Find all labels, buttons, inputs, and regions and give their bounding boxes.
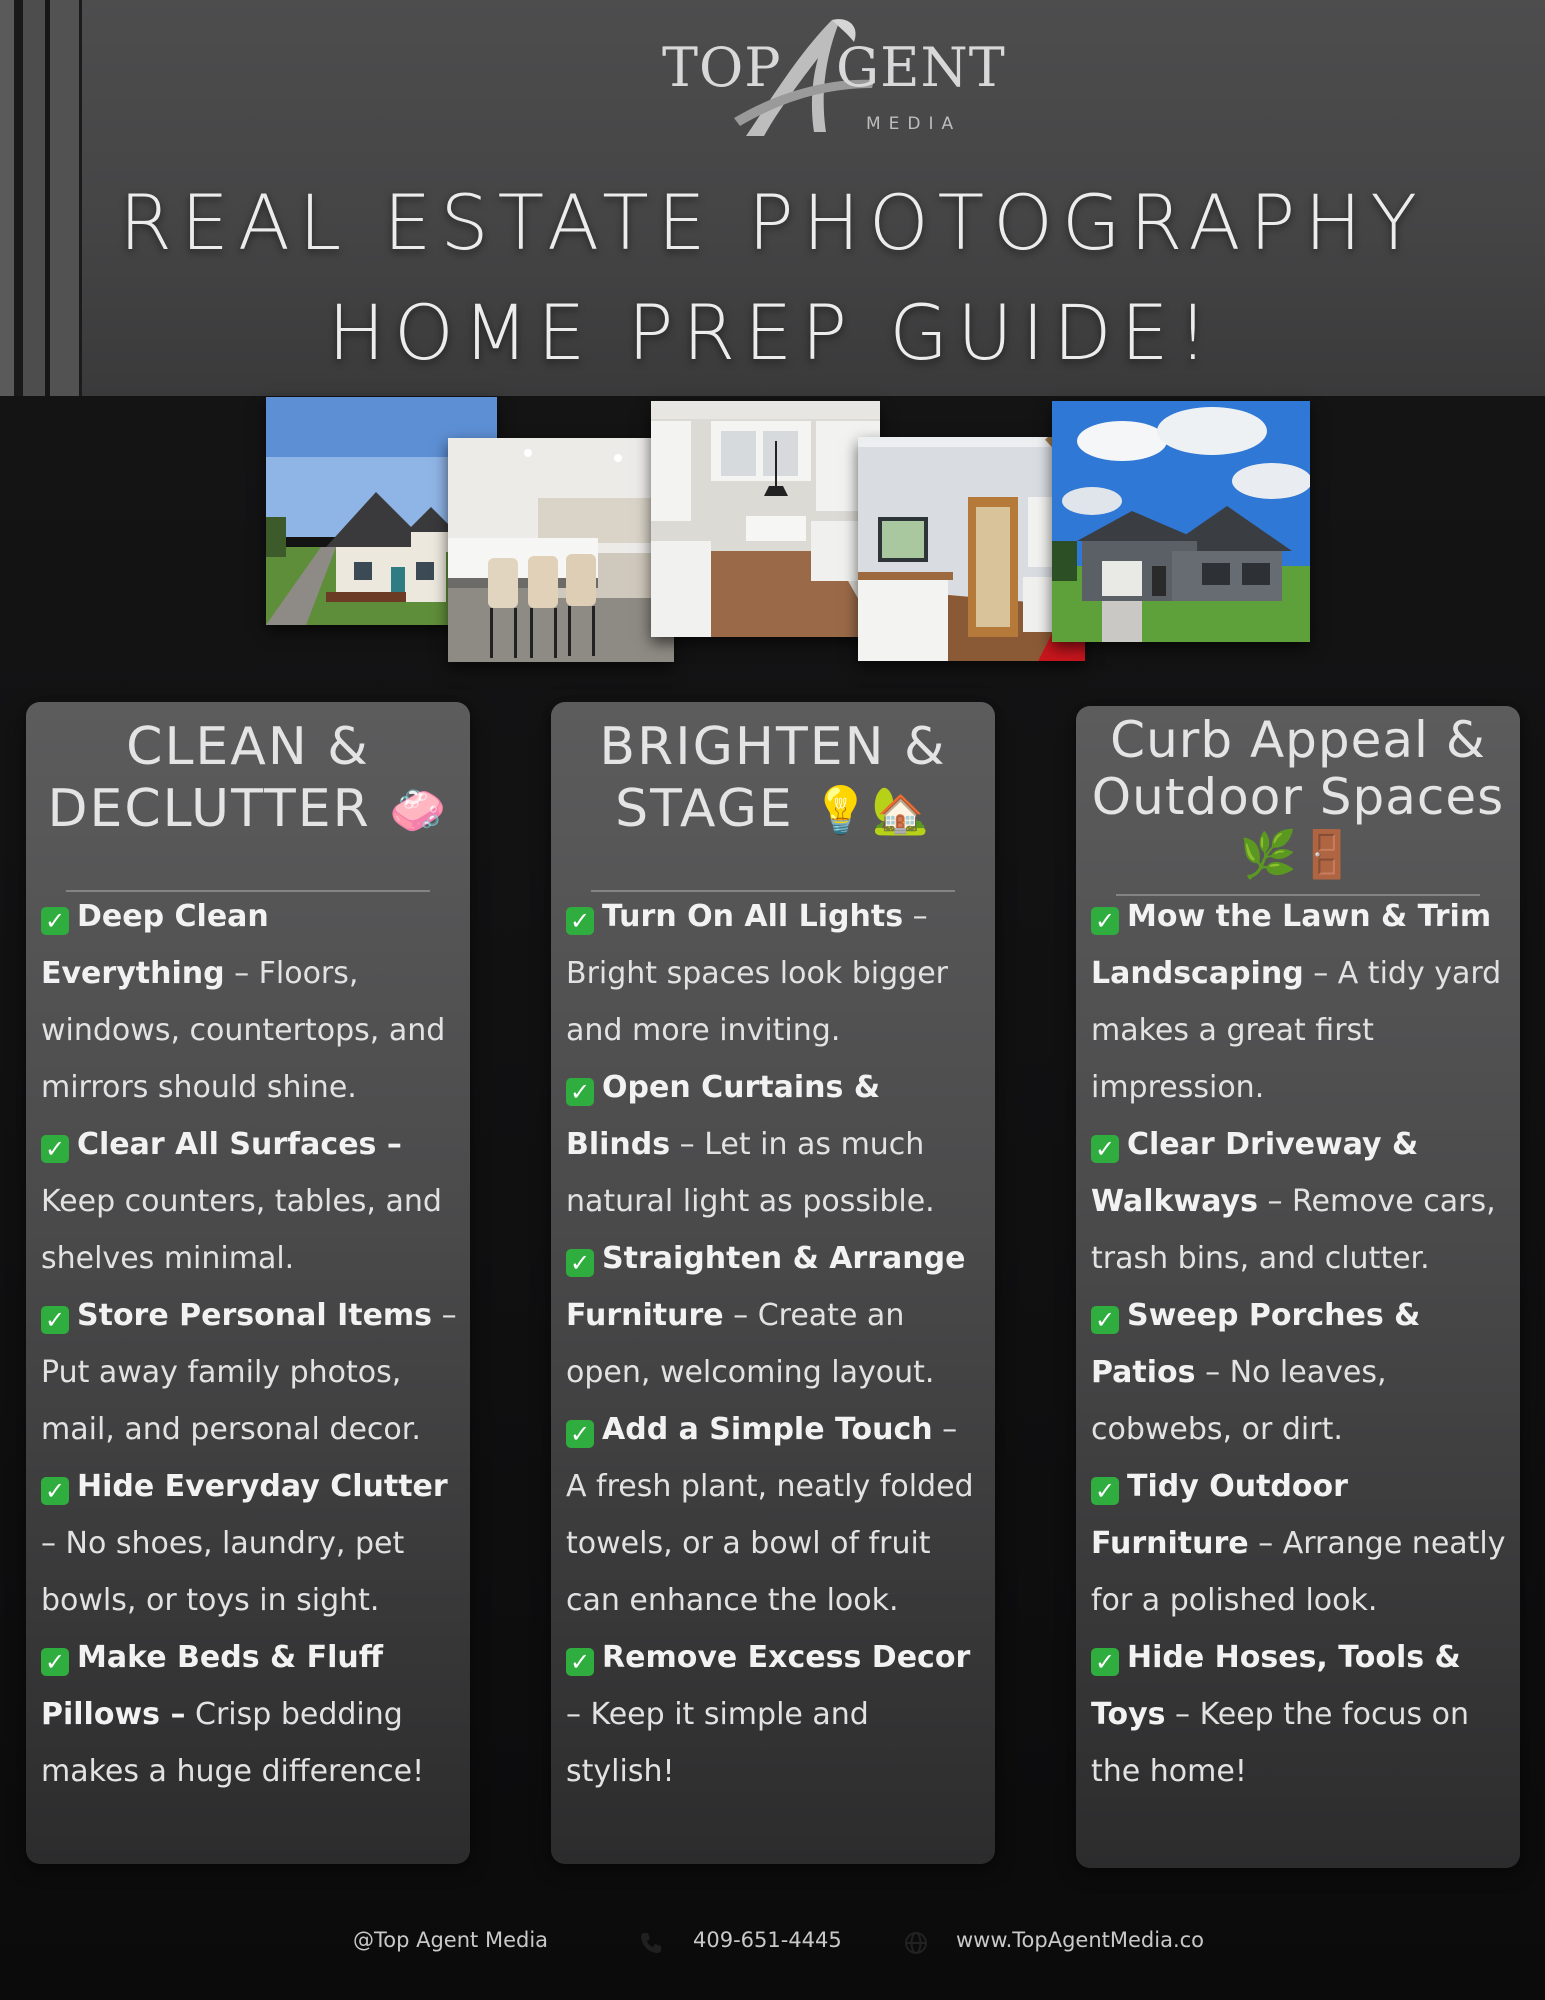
card-title-line-1: Curb Appeal & [1110,711,1486,769]
kitchen-island-photo [448,438,674,662]
checkmark-icon: ✓ [1091,1135,1119,1163]
list-item: ✓ Store Personal Items – Put away family photos, mail, and personal decor. [41,1298,457,1447]
card-title [1076,712,1520,883]
checkmark-icon: ✓ [1091,1306,1119,1334]
globe-icon [903,1930,929,1956]
kitchen-door-photo [858,437,1085,661]
checkmark-icon: ✓ [1091,1648,1119,1676]
checkmark-icon: ✓ [566,1648,594,1676]
list-item: ✓ Remove Excess Decor – Keep it simple and stylish! [566,1640,971,1789]
list-item: ✓ Make Beds & Fluff Pillows – Crisp bedding makes a huge difference! [41,1640,425,1789]
checkmark-icon: ✓ [566,1078,594,1106]
card-title-line-1: CLEAN & [126,717,370,777]
checkmark-icon: ✓ [41,1648,69,1676]
checklist [566,888,985,1800]
checklist [1091,888,1510,1800]
checkmark-icon: ✓ [41,1135,69,1163]
checkmark-icon: ✓ [41,1306,69,1334]
list-item: ✓ Mow the Lawn & Trim Landscaping – A tidy yard makes a great first impression. [1091,899,1502,1105]
white-kitchen-photo [651,401,880,637]
checkmark-icon: ✓ [1091,1477,1119,1505]
card-title [26,716,470,841]
list-item: ✓ Sweep Porches & Patios – No leaves, cobwebs, or dirt. [1091,1298,1421,1447]
list-item: ✓ Hide Hoses, Tools & Toys – Keep the focus on the home! [1091,1640,1469,1789]
phone-icon [638,1930,664,1956]
card-title-line-2: STAGE [615,779,794,839]
page-title-line-1: REAL ESTATE PHOTOGRAPHY [119,178,1426,267]
logo-word-media: MEDIA [866,114,962,134]
card-title-line-2: Outdoor Spaces [1091,768,1505,826]
card-title [551,716,995,841]
list-item: ✓ Tidy Outdoor Furniture – Arrange neatly for a polished look. [1091,1469,1506,1618]
checklist [41,888,460,1800]
leaf-door-icon: 🌿🚪 [1239,827,1357,881]
social-handle[interactable]: @Top Agent Media [353,1928,549,1952]
logo-word-gent: GENT [836,36,1006,99]
checkmark-icon: ✓ [1091,907,1119,935]
checkmark-icon: ✓ [41,907,69,935]
footer-contact-bar [0,1928,1545,1968]
list-item: ✓ Hide Everyday Clutter – No shoes, laundry, pet bowls, or toys in sight. [41,1469,448,1618]
top-agent-media-logo [640,14,1006,144]
list-item: ✓ Turn On All Lights – Bright spaces look bigger and more inviting. [566,899,948,1048]
card-clean-declutter [26,702,470,1864]
list-item: ✓ Clear Driveway & Walkways – Remove cars, trash bins, and clutter. [1091,1127,1496,1276]
checkmark-icon: ✓ [566,907,594,935]
card-brighten-stage [551,702,995,1864]
checkmark-icon: ✓ [566,1420,594,1448]
checkmark-icon: ✓ [566,1249,594,1277]
soap-icon: 🧼 [389,783,449,837]
website-link[interactable]: www.TopAgentMedia.co [956,1928,1205,1952]
page-title-line-2: HOME PREP GUIDE! [327,288,1218,377]
card-title-line-1: BRIGHTEN & [599,717,947,777]
list-item: ✓ Deep Clean Everything – Floors, windows, countertops, and mirrors should shine. [41,899,446,1105]
phone-number[interactable]: 409-651-4445 [693,1928,842,1952]
list-item: ✓ Clear All Surfaces – Keep counters, tables, and shelves minimal. [41,1127,442,1276]
list-item: ✓ Add a Simple Touch – A fresh plant, neatly folded towels, or a bowl of fruit can enhance the look. [566,1412,974,1618]
card-title-line-2: DECLUTTER [47,779,371,839]
logo-word-top: TOP [662,36,782,99]
lightbulb-house-icon: 💡🏡 [812,783,931,837]
modern-house-photo [1052,401,1310,642]
list-item: ✓ Straighten & Arrange Furniture – Create an open, welcoming layout. [566,1241,966,1390]
card-curb-appeal [1076,706,1520,1868]
header-banner [0,0,1545,396]
checkmark-icon: ✓ [41,1477,69,1505]
list-item: ✓ Open Curtains & Blinds – Let in as much natural light as possible. [566,1070,935,1219]
